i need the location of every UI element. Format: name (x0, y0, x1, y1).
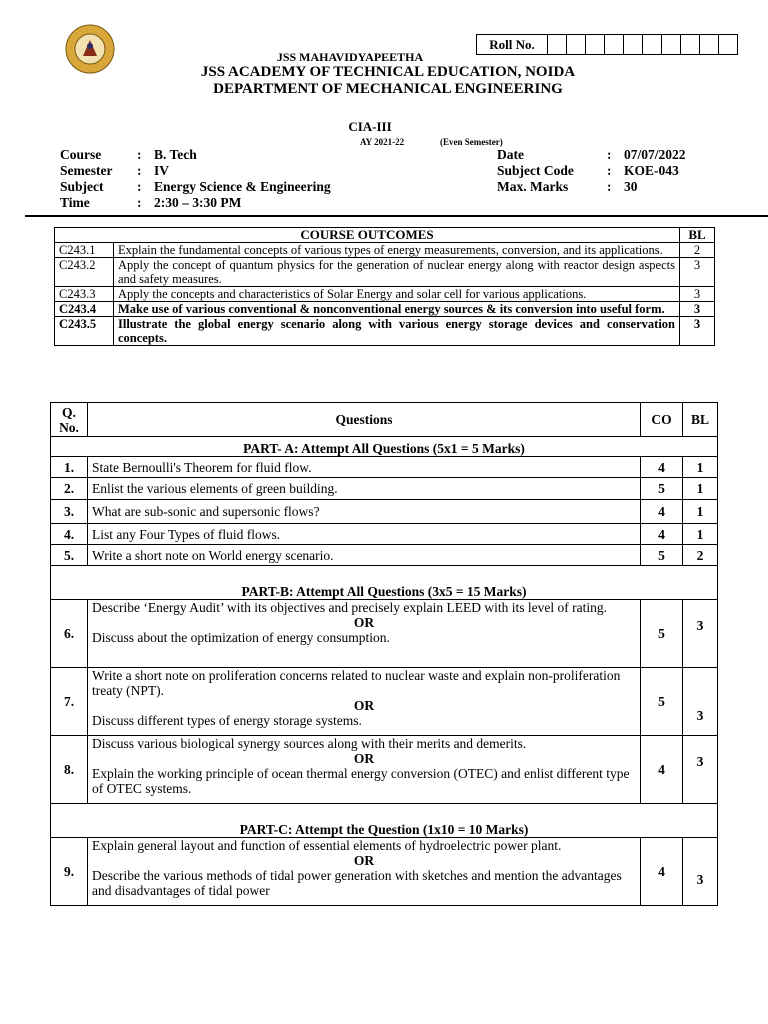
question-co: 5 (641, 600, 683, 668)
part-a-heading: PART- A: Attempt All Questions (5x1 = 5 Marks) (51, 437, 718, 457)
section-row (51, 804, 718, 838)
table-header-row (55, 228, 715, 243)
or-separator: OR (353, 698, 375, 713)
colon: : (137, 195, 142, 210)
roll-cell[interactable] (719, 35, 737, 54)
table-row (55, 287, 715, 302)
section-row (51, 566, 718, 600)
semester-label: Semester (60, 163, 113, 178)
subject-label: Subject (60, 179, 104, 194)
question-text (88, 838, 641, 906)
question-number: 9. (51, 838, 88, 906)
question-bl: 1 (683, 457, 718, 478)
questions-table (50, 402, 718, 906)
question-option-1: Explain general layout and function of essential elements of hydroelectric power plant. (92, 838, 562, 853)
table-row (51, 600, 718, 668)
question-co: 5 (641, 668, 683, 736)
roll-cell[interactable] (586, 35, 605, 54)
co-code: C243.4 (55, 302, 114, 317)
question-number: 7. (51, 668, 88, 736)
question-co: 4 (641, 838, 683, 906)
co-text: Make use of various conventional & nonconventional energy sources & its conversion into useful form. (114, 302, 680, 317)
colon: : (607, 163, 612, 178)
semester-value: IV (154, 163, 170, 178)
roll-cell[interactable] (662, 35, 681, 54)
colon: : (137, 163, 142, 178)
course-value: B. Tech (154, 147, 197, 162)
table-row (51, 500, 718, 524)
co-text: Apply the concepts and characteristics of Solar Energy and solar cell for various applications. (114, 287, 680, 302)
course-outcomes-title: COURSE OUTCOMES (55, 228, 680, 243)
question-text: Write a short note on World energy scenario. (88, 545, 641, 566)
co-bl: 3 (680, 302, 715, 317)
table-row (51, 545, 718, 566)
question-option-1: Discuss various biological synergy sources along with their merits and demerits. (92, 736, 527, 751)
header-divider (25, 215, 768, 217)
question-bl: 3 (683, 838, 718, 906)
table-row (51, 478, 718, 500)
colon: : (607, 179, 612, 194)
roll-cell[interactable] (567, 35, 586, 54)
course-outcomes-table (54, 227, 715, 346)
qno-header: Q. No. (51, 403, 88, 437)
co-bl: 3 (680, 258, 715, 287)
colon: : (137, 179, 142, 194)
roll-cell[interactable] (681, 35, 700, 54)
table-row (51, 668, 718, 736)
subject-code-label: Subject Code (497, 163, 574, 178)
section-row (51, 437, 718, 457)
table-row (51, 736, 718, 804)
question-number: 6. (51, 600, 88, 668)
co-code: C243.1 (55, 243, 114, 258)
bl-header: BL (680, 228, 715, 243)
roll-cell[interactable] (605, 35, 624, 54)
question-co: 4 (641, 736, 683, 804)
question-text (88, 600, 641, 668)
or-separator: OR (353, 615, 375, 630)
co-code: C243.2 (55, 258, 114, 287)
question-bl: 1 (683, 524, 718, 545)
subject-value: Energy Science & Engineering (154, 179, 331, 194)
co-bl: 2 (680, 243, 715, 258)
table-row (51, 838, 718, 906)
question-option-2: Discuss different types of energy storage systems. (92, 713, 362, 728)
department-name: DEPARTMENT OF MECHANICAL ENGINEERING (213, 81, 563, 97)
or-separator: OR (353, 751, 375, 766)
course-label: Course (60, 147, 102, 162)
question-text: What are sub-sonic and supersonic flows? (88, 500, 641, 524)
questions-header: Questions (88, 403, 641, 437)
question-option-1: Describe ‘Energy Audit’ with its objectives and precisely explain LEED with its level of rating. (92, 600, 607, 615)
question-bl: 3 (683, 668, 718, 736)
date-value: 07/07/2022 (624, 147, 686, 162)
question-option-2: Discuss about the optimization of energy consumption. (92, 630, 390, 645)
table-row (55, 302, 715, 317)
question-bl: 1 (683, 500, 718, 524)
question-co: 4 (641, 457, 683, 478)
table-row (55, 258, 715, 287)
co-text: Illustrate the global energy scenario along with various energy storage devices and conservation concepts. (114, 317, 680, 346)
co-code: C243.3 (55, 287, 114, 302)
question-co: 4 (641, 524, 683, 545)
exam-title: CIA-III (348, 119, 392, 134)
table-row (51, 524, 718, 545)
question-number: 3. (51, 500, 88, 524)
part-c-heading: PART-C: Attempt the Question (1x10 = 10 Marks) (51, 804, 718, 838)
max-marks-label: Max. Marks (497, 179, 569, 194)
co-code: C243.5 (55, 317, 114, 346)
roll-cell[interactable] (548, 35, 567, 54)
question-bl: 3 (683, 600, 718, 668)
subject-code-value: KOE-043 (624, 163, 679, 178)
table-header-row (51, 403, 718, 437)
question-number: 8. (51, 736, 88, 804)
question-number: 5. (51, 545, 88, 566)
question-co: 4 (641, 500, 683, 524)
question-bl: 1 (683, 478, 718, 500)
institute-name: JSS ACADEMY OF TECHNICAL EDUCATION, NOIDA (200, 64, 576, 80)
question-text: Enlist the various elements of green building. (88, 478, 641, 500)
semester-note: (Even Semester) (440, 137, 503, 147)
bl-header: BL (683, 403, 718, 437)
question-bl: 2 (683, 545, 718, 566)
co-header: CO (641, 403, 683, 437)
max-marks-value: 30 (624, 179, 638, 194)
co-text: Apply the concept of quantum physics for the generation of nuclear energy along with reactor design aspects and safety measures. (114, 258, 680, 287)
date-label: Date (497, 147, 524, 162)
or-separator: OR (353, 853, 375, 868)
roll-cell[interactable] (700, 35, 719, 54)
question-option-2: Explain the working principle of ocean thermal energy conversion (OTEC) and enlist different type of OTEC systems. (92, 766, 630, 796)
co-bl: 3 (680, 287, 715, 302)
co-text: Explain the fundamental concepts of various types of energy measurements, conversion, and its applications. (114, 243, 680, 258)
time-value: 2:30 – 3:30 PM (154, 195, 242, 210)
question-bl: 3 (683, 736, 718, 804)
question-option-1: Write a short note on proliferation concerns related to nuclear waste and explain non-proliferation treaty (NPT). (92, 668, 621, 698)
academic-year: AY 2021-22 (360, 137, 405, 147)
table-row (55, 317, 715, 346)
question-text (88, 736, 641, 804)
roll-cell[interactable] (624, 35, 643, 54)
roll-cell[interactable] (643, 35, 662, 54)
table-row (55, 243, 715, 258)
table-row (51, 457, 718, 478)
co-bl: 3 (680, 317, 715, 346)
question-number: 4. (51, 524, 88, 545)
colon: : (137, 147, 142, 162)
question-text: State Bernoulli's Theorem for fluid flow. (88, 457, 641, 478)
question-option-2: Describe the various methods of tidal power generation with sketches and mention the advantages and disadvantages of tidal power (92, 868, 622, 898)
parent-org-name: JSS MAHAVIDYAPEETHA (276, 50, 424, 64)
question-co: 5 (641, 545, 683, 566)
roll-number-label: Roll No. (477, 35, 548, 54)
question-number: 1. (51, 457, 88, 478)
question-text (88, 668, 641, 736)
time-label: Time (60, 195, 90, 210)
institute-logo (56, 24, 124, 74)
question-text: List any Four Types of fluid flows. (88, 524, 641, 545)
colon: : (607, 147, 612, 162)
part-b-heading: PART-B: Attempt All Questions (3x5 = 15 Marks) (51, 566, 718, 600)
question-co: 5 (641, 478, 683, 500)
question-number: 2. (51, 478, 88, 500)
